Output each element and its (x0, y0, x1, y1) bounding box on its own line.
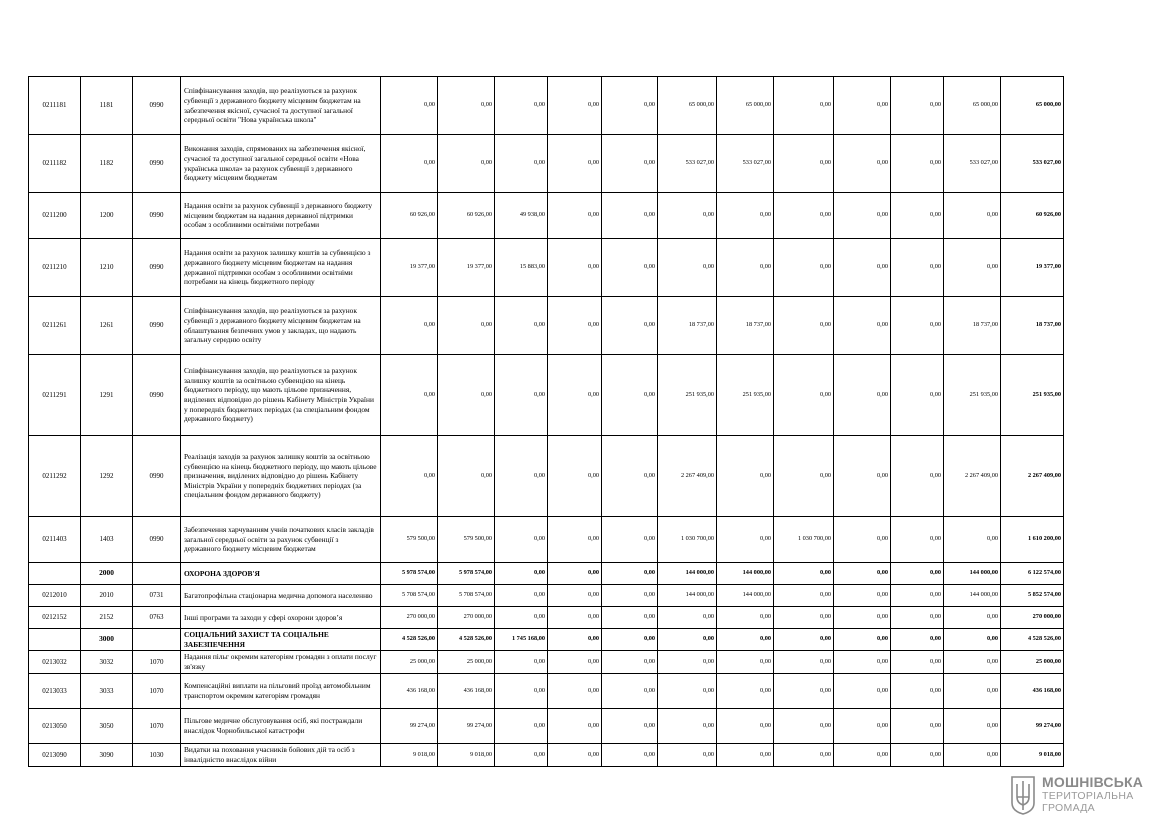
amount-cell: 0,00 (891, 607, 944, 629)
amount-cell: 144 000,00 (717, 585, 774, 607)
amount-cell: 436 168,00 (381, 674, 438, 709)
total-cell: 251 935,00 (1001, 355, 1064, 436)
kpk-code-cell: 1210 (81, 239, 133, 297)
amount-cell: 0,00 (602, 629, 658, 651)
amount-cell: 0,00 (495, 135, 548, 193)
total-cell: 65 000,00 (1001, 77, 1064, 135)
budget-table (28, 76, 1064, 767)
kfk-code-cell (133, 563, 181, 585)
amount-cell: 270 000,00 (381, 607, 438, 629)
amount-cell: 0,00 (658, 239, 717, 297)
amount-cell: 0,00 (834, 563, 891, 585)
amount-cell: 0,00 (658, 629, 717, 651)
amount-cell: 0,00 (834, 77, 891, 135)
amount-cell: 0,00 (495, 585, 548, 607)
amount-cell: 0,00 (548, 517, 602, 563)
total-cell: 533 027,00 (1001, 135, 1064, 193)
program-code-cell: 0213032 (29, 651, 81, 674)
amount-cell: 0,00 (658, 193, 717, 239)
amount-cell: 0,00 (834, 436, 891, 517)
amount-cell: 0,00 (774, 709, 834, 744)
amount-cell: 0,00 (774, 563, 834, 585)
amount-cell: 0,00 (717, 709, 774, 744)
amount-cell: 1 745 168,00 (495, 629, 548, 651)
amount-cell: 19 377,00 (381, 239, 438, 297)
kpk-code-cell: 2010 (81, 585, 133, 607)
amount-cell: 0,00 (834, 297, 891, 355)
kfk-code-cell: 1070 (133, 709, 181, 744)
section-row (29, 563, 1064, 585)
amount-cell: 0,00 (602, 77, 658, 135)
amount-cell: 0,00 (834, 674, 891, 709)
amount-cell: 0,00 (658, 674, 717, 709)
table-row (29, 744, 1064, 767)
amount-cell: 0,00 (774, 239, 834, 297)
kpk-code-cell: 2152 (81, 607, 133, 629)
amount-cell: 0,00 (602, 239, 658, 297)
amount-cell: 0,00 (381, 436, 438, 517)
amount-cell: 0,00 (944, 744, 1001, 767)
amount-cell: 0,00 (602, 297, 658, 355)
amount-cell: 0,00 (891, 193, 944, 239)
amount-cell: 144 000,00 (944, 563, 1001, 585)
budget-table-body (29, 77, 1064, 767)
total-cell: 18 737,00 (1001, 297, 1064, 355)
table-row (29, 517, 1064, 563)
amount-cell: 5 978 574,00 (381, 563, 438, 585)
amount-cell: 0,00 (495, 517, 548, 563)
amount-cell: 0,00 (774, 744, 834, 767)
table-row (29, 436, 1064, 517)
amount-cell: 0,00 (602, 674, 658, 709)
amount-cell: 25 000,00 (438, 651, 495, 674)
amount-cell: 0,00 (548, 135, 602, 193)
program-code-cell: 0211292 (29, 436, 81, 517)
description-cell: Співфінансування заходів, що реалізуються за рахунок субвенції з державного бюджету місцевим бюджетам на облаштування безпечних умов у закладах, що надають загальну середню освіту (181, 297, 381, 355)
kfk-code-cell: 0731 (133, 585, 181, 607)
amount-cell: 0,00 (891, 239, 944, 297)
amount-cell: 0,00 (602, 585, 658, 607)
total-cell: 5 852 574,00 (1001, 585, 1064, 607)
amount-cell: 19 377,00 (438, 239, 495, 297)
kfk-code-cell: 0990 (133, 135, 181, 193)
description-cell: Співфінансування заходів, що реалізуються за рахунок субвенції з державного бюджету місцевим бюджетам на забезпечення якісної, сучасної та доступної загальної середньої освіти "Нова українська школа" (181, 77, 381, 135)
amount-cell: 0,00 (548, 297, 602, 355)
amount-cell: 18 737,00 (717, 297, 774, 355)
table-row (29, 297, 1064, 355)
amount-cell: 0,00 (602, 651, 658, 674)
amount-cell: 0,00 (891, 297, 944, 355)
amount-cell: 0,00 (602, 355, 658, 436)
kpk-code-cell: 1181 (81, 77, 133, 135)
amount-cell: 4 528 526,00 (381, 629, 438, 651)
description-cell: Компенсаційні виплати на пільговий проїзд автомобільним транспортом окремим категоріям громадян (181, 674, 381, 709)
amount-cell: 18 737,00 (944, 297, 1001, 355)
kfk-code-cell: 0763 (133, 607, 181, 629)
amount-cell: 0,00 (438, 436, 495, 517)
amount-cell: 0,00 (548, 629, 602, 651)
amount-cell: 0,00 (891, 674, 944, 709)
kpk-code-cell: 1200 (81, 193, 133, 239)
description-cell: Надання освіти за рахунок залишку коштів за субвенцією з державного бюджету місцевим бюджетам на надання державної підтримки особам з особливими освітніми потребами на кінець бюджетного періоду (181, 239, 381, 297)
amount-cell: 0,00 (381, 135, 438, 193)
amount-cell: 49 938,00 (495, 193, 548, 239)
program-code-cell (29, 563, 81, 585)
amount-cell: 15 883,00 (495, 239, 548, 297)
kpk-code-cell: 1291 (81, 355, 133, 436)
amount-cell: 0,00 (717, 651, 774, 674)
total-cell: 4 528 526,00 (1001, 629, 1064, 651)
amount-cell: 0,00 (548, 607, 602, 629)
amount-cell: 579 500,00 (438, 517, 495, 563)
kfk-code-cell: 1030 (133, 744, 181, 767)
total-cell: 19 377,00 (1001, 239, 1064, 297)
amount-cell: 0,00 (381, 77, 438, 135)
amount-cell: 0,00 (548, 77, 602, 135)
kpk-code-cell: 3000 (81, 629, 133, 651)
amount-cell: 0,00 (944, 651, 1001, 674)
amount-cell: 0,00 (834, 517, 891, 563)
amount-cell: 0,00 (891, 709, 944, 744)
amount-cell: 144 000,00 (944, 585, 1001, 607)
table-row (29, 709, 1064, 744)
description-cell: Надання пільг окремим категоріям громадян з оплати послуг зв'язку (181, 651, 381, 674)
kfk-code-cell: 0990 (133, 297, 181, 355)
amount-cell: 0,00 (774, 629, 834, 651)
program-code-cell: 0213033 (29, 674, 81, 709)
kfk-code-cell: 0990 (133, 77, 181, 135)
amount-cell: 144 000,00 (658, 563, 717, 585)
amount-cell: 99 274,00 (438, 709, 495, 744)
amount-cell: 0,00 (495, 77, 548, 135)
amount-cell: 251 935,00 (944, 355, 1001, 436)
amount-cell: 0,00 (658, 709, 717, 744)
amount-cell: 65 000,00 (717, 77, 774, 135)
amount-cell: 0,00 (774, 607, 834, 629)
amount-cell: 60 926,00 (381, 193, 438, 239)
amount-cell: 4 528 526,00 (438, 629, 495, 651)
amount-cell: 0,00 (834, 629, 891, 651)
kfk-code-cell (133, 629, 181, 651)
amount-cell: 5 978 574,00 (438, 563, 495, 585)
description-cell: Видатки на поховання учасників бойових дій та осіб з інвалідністю внаслідок війни (181, 744, 381, 767)
amount-cell: 0,00 (834, 355, 891, 436)
amount-cell: 0,00 (774, 674, 834, 709)
program-code-cell: 0211403 (29, 517, 81, 563)
amount-cell: 0,00 (602, 607, 658, 629)
amount-cell: 0,00 (717, 193, 774, 239)
amount-cell: 0,00 (381, 355, 438, 436)
kfk-code-cell: 1070 (133, 651, 181, 674)
total-cell: 25 000,00 (1001, 651, 1064, 674)
amount-cell: 533 027,00 (944, 135, 1001, 193)
amount-cell: 0,00 (944, 193, 1001, 239)
amount-cell: 0,00 (548, 436, 602, 517)
amount-cell: 9 018,00 (438, 744, 495, 767)
amount-cell: 5 708 574,00 (438, 585, 495, 607)
amount-cell: 251 935,00 (717, 355, 774, 436)
amount-cell: 0,00 (438, 77, 495, 135)
amount-cell: 65 000,00 (658, 77, 717, 135)
amount-cell: 0,00 (495, 709, 548, 744)
amount-cell: 0,00 (834, 585, 891, 607)
kpk-code-cell: 1182 (81, 135, 133, 193)
amount-cell: 0,00 (834, 135, 891, 193)
amount-cell: 0,00 (548, 355, 602, 436)
kpk-code-cell: 1292 (81, 436, 133, 517)
amount-cell: 0,00 (717, 436, 774, 517)
kfk-code-cell: 0990 (133, 436, 181, 517)
amount-cell: 0,00 (944, 629, 1001, 651)
amount-cell: 0,00 (944, 607, 1001, 629)
amount-cell: 0,00 (438, 297, 495, 355)
amount-cell: 0,00 (891, 135, 944, 193)
program-code-cell (29, 629, 81, 651)
amount-cell: 0,00 (774, 436, 834, 517)
amount-cell: 0,00 (548, 744, 602, 767)
amount-cell: 0,00 (495, 563, 548, 585)
program-code-cell: 0211261 (29, 297, 81, 355)
program-code-cell: 0211291 (29, 355, 81, 436)
amount-cell: 18 737,00 (658, 297, 717, 355)
amount-cell: 0,00 (602, 193, 658, 239)
table-row (29, 607, 1064, 629)
amount-cell: 0,00 (891, 744, 944, 767)
program-code-cell: 0211210 (29, 239, 81, 297)
amount-cell: 0,00 (658, 651, 717, 674)
total-cell: 436 168,00 (1001, 674, 1064, 709)
description-cell: Пільгове медичне обслуговування осіб, які постраждали внаслідок Чорнобильської катастрофи (181, 709, 381, 744)
amount-cell: 0,00 (774, 77, 834, 135)
amount-cell: 0,00 (495, 355, 548, 436)
amount-cell: 0,00 (834, 709, 891, 744)
amount-cell: 533 027,00 (717, 135, 774, 193)
kpk-code-cell: 3090 (81, 744, 133, 767)
description-cell: Багатопрофільна стаціонарна медична допомога населенню (181, 585, 381, 607)
description-cell: Надання освіти за рахунок субвенції з державного бюджету місцевим бюджетам на надання державної підтримки особам з особливими освітніми потребами (181, 193, 381, 239)
amount-cell: 0,00 (381, 297, 438, 355)
amount-cell: 0,00 (774, 355, 834, 436)
amount-cell: 0,00 (774, 135, 834, 193)
amount-cell: 144 000,00 (658, 585, 717, 607)
program-code-cell: 0212152 (29, 607, 81, 629)
kpk-code-cell: 1261 (81, 297, 133, 355)
kfk-code-cell: 0990 (133, 239, 181, 297)
amount-cell: 0,00 (774, 585, 834, 607)
amount-cell: 0,00 (438, 355, 495, 436)
amount-cell: 0,00 (774, 297, 834, 355)
amount-cell: 0,00 (602, 744, 658, 767)
amount-cell: 0,00 (548, 674, 602, 709)
kpk-code-cell: 1403 (81, 517, 133, 563)
amount-cell: 0,00 (891, 77, 944, 135)
amount-cell: 0,00 (944, 674, 1001, 709)
amount-cell: 0,00 (891, 585, 944, 607)
amount-cell: 0,00 (717, 517, 774, 563)
amount-cell: 0,00 (548, 651, 602, 674)
amount-cell: 0,00 (495, 436, 548, 517)
table-row (29, 239, 1064, 297)
community-logo (1010, 772, 1160, 820)
amount-cell: 0,00 (891, 563, 944, 585)
amount-cell: 0,00 (834, 239, 891, 297)
total-cell: 60 926,00 (1001, 193, 1064, 239)
amount-cell: 0,00 (602, 517, 658, 563)
kfk-code-cell: 0990 (133, 355, 181, 436)
amount-cell: 0,00 (717, 744, 774, 767)
description-cell: СОЦІАЛЬНИЙ ЗАХИСТ ТА СОЦІАЛЬНЕ ЗАБЕЗПЕЧЕННЯ (181, 629, 381, 651)
amount-cell: 0,00 (891, 629, 944, 651)
description-cell: Співфінансування заходів, що реалізуються за рахунок залишку коштів за освітньою субвенцією на кінець бюджетного періоду, що мають цільове призначення, виділених відповідно до рішень Кабінету Міністрів України у попередніх бюджетних періодах (за спеціальним фондом державного бюджету) (181, 355, 381, 436)
amount-cell: 65 000,00 (944, 77, 1001, 135)
amount-cell: 270 000,00 (438, 607, 495, 629)
amount-cell: 0,00 (774, 193, 834, 239)
amount-cell: 0,00 (891, 517, 944, 563)
table-row (29, 193, 1064, 239)
amount-cell: 0,00 (891, 355, 944, 436)
amount-cell: 0,00 (548, 193, 602, 239)
amount-cell: 0,00 (548, 239, 602, 297)
logo-line-1: МОШНІВСЬКА (1042, 774, 1144, 790)
kpk-code-cell: 2000 (81, 563, 133, 585)
amount-cell: 0,00 (717, 239, 774, 297)
amount-cell: 0,00 (774, 651, 834, 674)
amount-cell: 60 926,00 (438, 193, 495, 239)
amount-cell: 0,00 (548, 563, 602, 585)
amount-cell: 579 500,00 (381, 517, 438, 563)
amount-cell: 0,00 (717, 607, 774, 629)
section-row (29, 629, 1064, 651)
program-code-cell: 0213050 (29, 709, 81, 744)
amount-cell: 0,00 (834, 651, 891, 674)
amount-cell: 251 935,00 (658, 355, 717, 436)
total-cell: 270 000,00 (1001, 607, 1064, 629)
amount-cell: 0,00 (495, 297, 548, 355)
program-code-cell: 0213090 (29, 744, 81, 767)
amount-cell: 2 267 409,00 (658, 436, 717, 517)
total-cell: 99 274,00 (1001, 709, 1064, 744)
description-cell: ОХОРОНА ЗДОРОВ'Я (181, 563, 381, 585)
amount-cell: 0,00 (548, 585, 602, 607)
amount-cell: 99 274,00 (381, 709, 438, 744)
total-cell: 2 267 409,00 (1001, 436, 1064, 517)
amount-cell: 0,00 (717, 629, 774, 651)
program-code-cell: 0211200 (29, 193, 81, 239)
amount-cell: 0,00 (602, 709, 658, 744)
program-code-cell: 0212010 (29, 585, 81, 607)
table-row (29, 651, 1064, 674)
total-cell: 6 122 574,00 (1001, 563, 1064, 585)
description-cell: Забезпечення харчуванням учнів початкових класів закладів загальної середньої освіти за рахунок субвенції з державного бюджету місцевим бюджетам (181, 517, 381, 563)
amount-cell: 0,00 (717, 674, 774, 709)
logo-line-2: ТЕРИТОРІАЛЬНА (1042, 790, 1134, 802)
amount-cell: 0,00 (834, 744, 891, 767)
amount-cell: 0,00 (944, 517, 1001, 563)
table-row (29, 674, 1064, 709)
description-cell: Виконання заходів, спрямованих на забезпечення якісної, сучасної та доступної загальної середньої освіти «Нова українська школа» за рахунок субвенції з державного бюджету місцевим бюджетам (181, 135, 381, 193)
kpk-code-cell: 3033 (81, 674, 133, 709)
amount-cell: 144 000,00 (717, 563, 774, 585)
kpk-code-cell: 3050 (81, 709, 133, 744)
amount-cell: 0,00 (602, 436, 658, 517)
total-cell: 1 610 200,00 (1001, 517, 1064, 563)
total-cell: 9 018,00 (1001, 744, 1064, 767)
amount-cell: 0,00 (495, 674, 548, 709)
program-code-cell: 0211181 (29, 77, 81, 135)
trident-coat-of-arms-icon (1010, 775, 1036, 815)
amount-cell: 5 708 574,00 (381, 585, 438, 607)
description-cell: Реалізація заходів за рахунок залишку коштів за освітньою субвенцією на кінець бюджетного періоду, що мають цільове призначення, виділених відповідно до рішень Кабінету Міністрів України у попередніх бюджетних періодах (за спеціальним фондом державного бюджету) (181, 436, 381, 517)
amount-cell: 0,00 (944, 709, 1001, 744)
amount-cell: 0,00 (438, 135, 495, 193)
amount-cell: 533 027,00 (658, 135, 717, 193)
table-row (29, 585, 1064, 607)
amount-cell: 0,00 (658, 744, 717, 767)
amount-cell: 0,00 (891, 651, 944, 674)
amount-cell: 25 000,00 (381, 651, 438, 674)
amount-cell: 0,00 (495, 651, 548, 674)
amount-cell: 0,00 (495, 744, 548, 767)
kfk-code-cell: 0990 (133, 193, 181, 239)
amount-cell: 9 018,00 (381, 744, 438, 767)
amount-cell: 0,00 (834, 193, 891, 239)
kfk-code-cell: 0990 (133, 517, 181, 563)
amount-cell: 0,00 (548, 709, 602, 744)
table-row (29, 135, 1064, 193)
amount-cell: 0,00 (891, 436, 944, 517)
amount-cell: 436 168,00 (438, 674, 495, 709)
description-cell: Інші програми та заходи у сфері охорони здоров’я (181, 607, 381, 629)
amount-cell: 0,00 (658, 607, 717, 629)
kfk-code-cell: 1070 (133, 674, 181, 709)
amount-cell: 1 030 700,00 (774, 517, 834, 563)
table-row (29, 355, 1064, 436)
kpk-code-cell: 3032 (81, 651, 133, 674)
amount-cell: 0,00 (834, 607, 891, 629)
program-code-cell: 0211182 (29, 135, 81, 193)
amount-cell: 0,00 (495, 607, 548, 629)
amount-cell: 1 030 700,00 (658, 517, 717, 563)
amount-cell: 0,00 (602, 563, 658, 585)
amount-cell: 2 267 409,00 (944, 436, 1001, 517)
amount-cell: 0,00 (602, 135, 658, 193)
logo-line-3: ГРОМАДА (1042, 802, 1095, 814)
amount-cell: 0,00 (944, 239, 1001, 297)
table-row (29, 77, 1064, 135)
